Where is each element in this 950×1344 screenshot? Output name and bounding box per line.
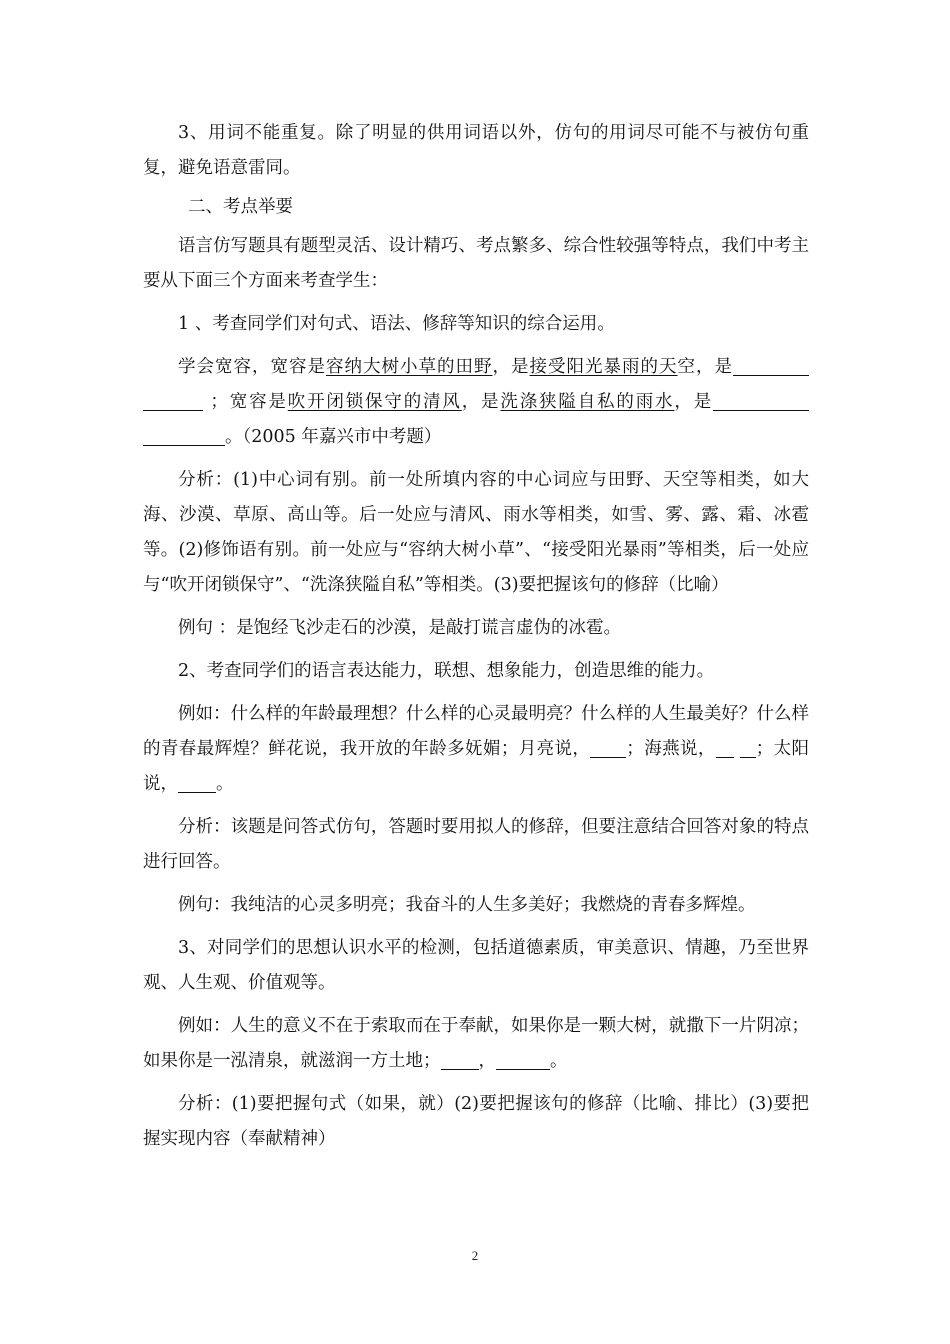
- sample-1-paragraph: 例句 ：是饱经飞沙走石的沙漠，是敲打谎言虚伪的冰雹。: [178, 618, 622, 638]
- underlined-phrase: 吹开闭锁保守的清风: [287, 392, 462, 412]
- fill-blank: [716, 733, 734, 758]
- fill-blank: [733, 351, 809, 376]
- example-1-paragraph: 学会宽容，宽容是容纳大树小草的田野，是接受阳光暴雨的天空，是 ；宽容是吹开闭锁保守的清风，是洗涤狭隘自私的雨水，是 。（2005 年嘉兴市中考题）: [143, 350, 809, 455]
- analysis-2-paragraph: 分析：该题是问答式仿句，答题时要用拟人的修辞，但要注意结合回答对象的特点进行回答。: [143, 817, 809, 872]
- section-heading: 二、考点举要: [188, 197, 293, 217]
- document-body: [143, 116, 809, 1165]
- fill-blank: [441, 1045, 479, 1070]
- fill-blank: [143, 421, 225, 446]
- example-2-paragraph: 例如：什么样的年龄最理想？什么样的心灵最明亮？什么样的人生最美好？什么样的青春最辉煌？鲜花说，我开放的年龄多妩媚；月亮说， ；海燕说， ；太阳说， 。: [143, 704, 810, 794]
- fill-blank: [143, 386, 203, 411]
- analysis-1-paragraph: 分析：(1)中心词有别。前一处所填内容的中心词应与田野、天空等相类，如大海、沙漠、草原、高山等。后一处应与清风、雨水等相类，如雪、雾、露、霜、冰雹等。(2)修饰语有别。前一处应与“容纳大树小草”、“接受阳光暴雨”等相类，后一处应与“吹开闭锁保守”、“洗涤狭隘自私”等相类。(3)要把握该句的修辞（比喻）: [143, 470, 809, 595]
- analysis-3-paragraph: 分析：(1)要把握句式（如果，就）(2)要把握该句的修辞（比喻、排比）(3)要把握实现内容（奉献精神）: [143, 1094, 809, 1149]
- underlined-phrase: 接受阳光暴雨的天: [529, 357, 678, 377]
- point-2-heading: 2、考查同学们的语言表达能力，联想、想象能力，创造思维的能力。: [178, 661, 715, 681]
- intro-paragraph: 语言仿写题具有题型灵活、设计精巧、考点繁多、综合性较强等特点，我们中考主要从下面三个方面来考查学生：: [143, 236, 809, 291]
- page-number: 2: [471, 1248, 479, 1263]
- fill-blank: [740, 733, 756, 758]
- underlined-phrase: 容纳大树小草的田野: [326, 357, 493, 377]
- rule-3-paragraph: 3、用词不能重复。除了明显的供用词语以外，仿句的用词尽可能不与被仿句重复，避免语意雷同。: [143, 123, 809, 178]
- underlined-phrase: 洗涤狭隘自私的雨水: [500, 392, 675, 412]
- fill-blank: [713, 386, 809, 411]
- fill-blank: [590, 733, 626, 758]
- fill-blank: [178, 768, 216, 793]
- example-3-paragraph: 例如：人生的意义不在于索取而在于奉献，如果你是一颗大树，就撒下一片阴凉；如果你是一泓清泉，就滋润一方土地； ， 。: [143, 1016, 809, 1071]
- sample-2-paragraph: 例句：我纯洁的心灵多明亮；我奋斗的人生多美好；我燃烧的青春多辉煌。: [178, 895, 756, 915]
- point-1-heading: 1 、考查同学们对句式、语法、修辞等知识的综合运用。: [178, 314, 615, 334]
- fill-blank: [496, 1045, 550, 1070]
- point-3-heading: 3、对同学们的思想认识水平的检测，包括道德素质，审美意识、情趣，乃至世界观、人生观、价值观等。: [143, 938, 809, 993]
